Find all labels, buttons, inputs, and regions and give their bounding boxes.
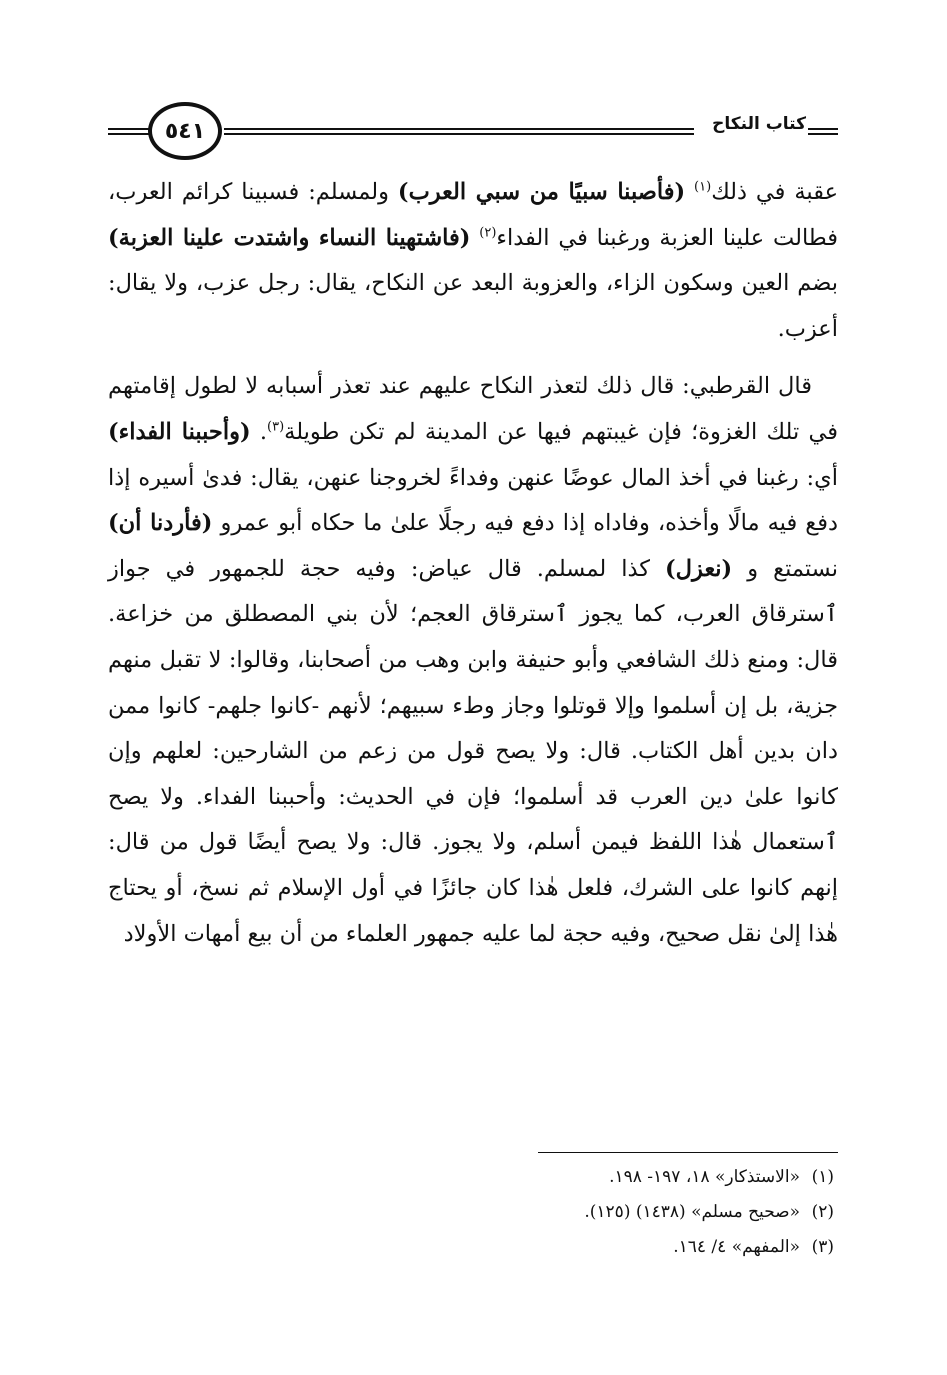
text-run [470, 225, 479, 251]
header-rule [808, 133, 838, 135]
footnote [108, 1160, 838, 1195]
footnote-number: (٢) [811, 1202, 834, 1222]
hadith-quote: (فأردنا أن) [108, 510, 213, 537]
footnote-text: «الاستذكار» ١٨، ١٩٧- ١٩٨. [609, 1167, 800, 1187]
header-rule [108, 128, 150, 130]
text-run: نستمتع و [732, 555, 838, 582]
text-run: . [250, 418, 268, 445]
chapter-title: كتاب النكاح [712, 114, 806, 134]
footnote-marker: (٣) [267, 419, 285, 435]
page-number: ٥٤١ [148, 102, 222, 160]
paragraph [108, 170, 838, 352]
hadith-quote: (فأصبنا سبيًا من سبي العرب) [397, 179, 686, 205]
header-rule [224, 128, 694, 130]
page-header [108, 98, 838, 162]
footnote-number: (١) [811, 1167, 834, 1187]
header-rule [808, 128, 838, 130]
footnote [108, 1195, 838, 1230]
footnote [108, 1230, 838, 1265]
hadith-quote: (نعزل) [665, 555, 733, 582]
header-rule [224, 133, 694, 135]
text-run: قال القرطبي: قال ذلك لتعذر النكاح عليهم عند تعذر أسبابه لا لطول إقامتهم في تلك الغزوة؛ فإن غيبتهم فيها عن المدينة لم تكن طويلة [108, 373, 838, 445]
footnote-number: (٣) [811, 1237, 834, 1257]
text-run [685, 179, 694, 205]
paragraph [108, 364, 838, 957]
text-run: ولمسلم: فسبينا كرائم العرب، فطالت علينا العزبة ورغبنا في الفداء [108, 179, 839, 251]
footnote-marker: (٢) [479, 225, 497, 241]
main-text [108, 170, 838, 957]
text-run: بضم العين وسكون الزاء، والعزوبة البعد عن النكاح، يقال: رجل عزب، ولا يقال: أعزب. [108, 270, 838, 342]
text-run: كذا لمسلم. قال عياض: وفيه حجة للجمهور في جواز ٱسترقاق العرب، كما يجوز ٱسترقاق العجم؛ لأن بني المصطلق من خزاعة. قال: ومنع ذلك الشافعي وأبو حنيفة وابن وهب من أصحابنا، وقالوا: لا تقبل منهم جزية، بل إن أسلموا وإلا قوتلوا وجاز وطء سبيهم؛ لأنهم -كانوا جلهم- كانوا ممن دان بدين أهل الكتاب. قال: ولا يصح قول من زعم من الشارحين: لعلهم وإن كانوا علىٰ دين العرب قد أسلموا؛ فإن في الحديث: وأحببنا الفداء. ولا يصح ٱستعمال هٰذا اللفظ فيمن أسلم، ولا يجوز. قال: ولا يصح أيضًا قول من قال: إنهم كانوا على الشرك، فلعل هٰذا كان جائزًا في أول الإسلام ثم نسخ، أو يحتاج هٰذا إلىٰ نقل صحيح، وفيه حجة لما عليه جمهور العلماء من أن بيع أمهات الأولاد [108, 555, 838, 947]
footnote-marker: (١) [694, 179, 712, 195]
footnotes [108, 1160, 838, 1265]
header-rule [108, 133, 150, 135]
footnote-text: «صحيح مسلم» (١٤٣٨) (١٢٥). [584, 1202, 800, 1222]
footnote-separator [538, 1152, 838, 1153]
text-run: عقبة في ذلك [711, 179, 839, 205]
hadith-quote: (وأحببنا الفداء) [108, 418, 251, 445]
footnote-text: «المفهم» ٤/ ١٦٤. [673, 1237, 800, 1257]
hadith-quote: (فاشتهينا النساء واشتدت علينا العزبة) [108, 224, 471, 251]
text-run: أي: رغبنا في أخذ المال عوضًا عنهن وفداءً لخروجنا عنهن، يقال: فدىٰ أسيره إذا دفع فيه مالًا وأخذه، وفاداه إذا دفع فيه رجلًا علىٰ ما حكاه أبو عمرو [108, 464, 838, 537]
